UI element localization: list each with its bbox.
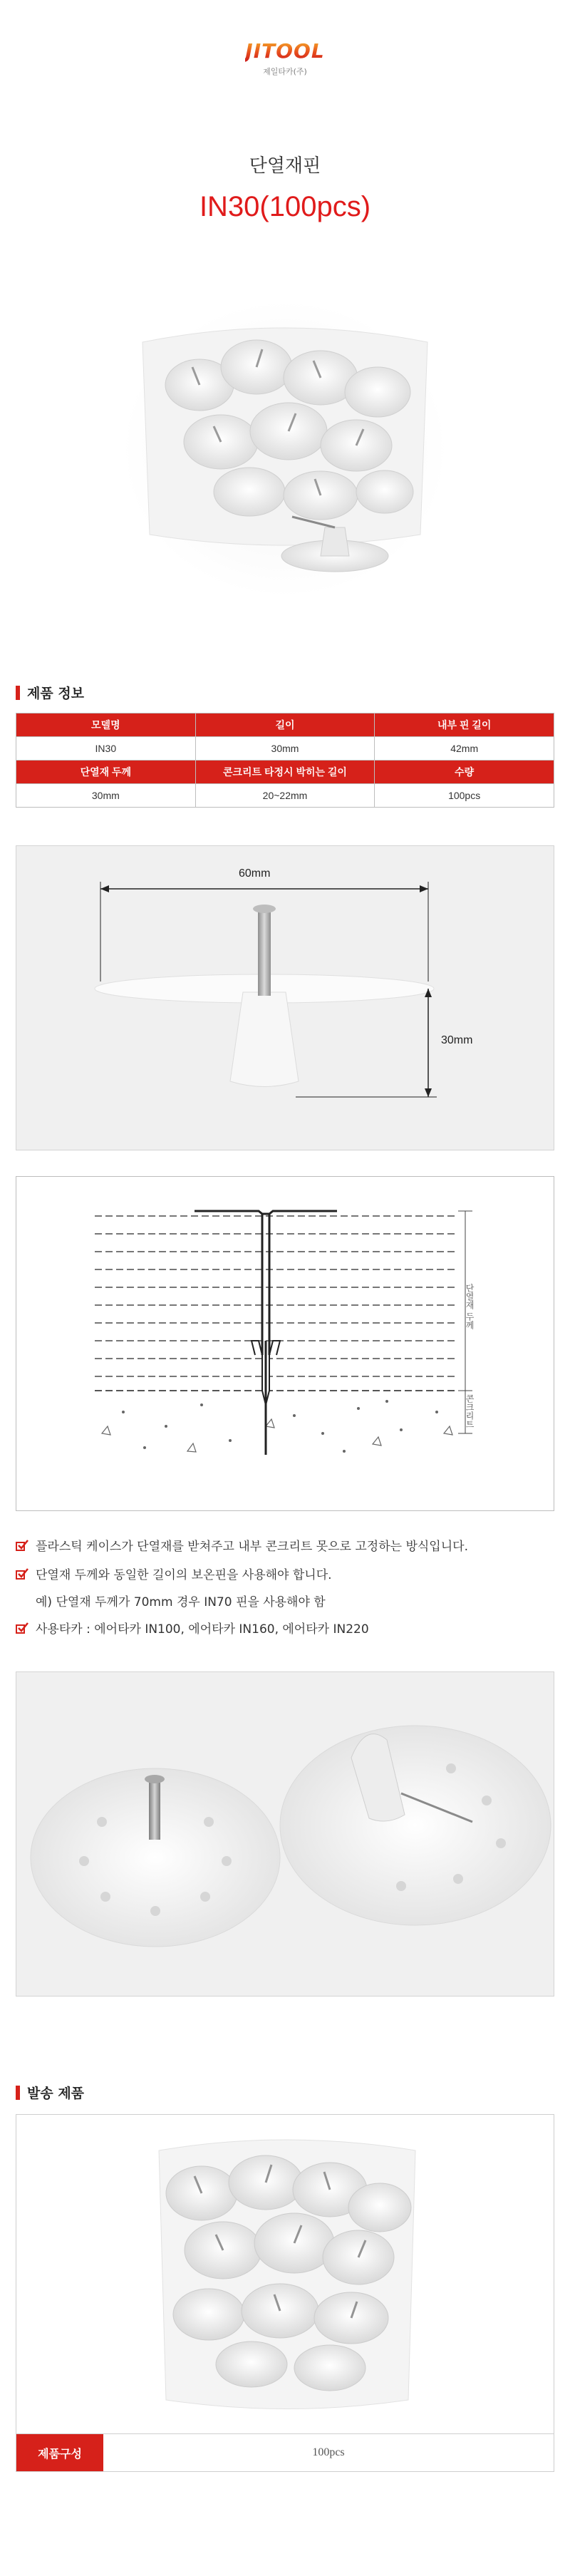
shipping-heading-text: 발송 제품 [27,2086,85,2101]
note-text: 예) 단열재 두께가 70mm 경우 IN70 핀을 사용해야 함 [36,1595,326,1609]
note-item [16,1619,369,1637]
note-text: 플라스틱 케이스가 단열재를 받쳐주고 내부 콘크리트 못으로 고정하는 방식입니다. [36,1540,468,1554]
table-cell: 42mm [375,737,554,761]
dimension-label-height: 30mm [441,1034,473,1046]
brand-logo [0,39,570,77]
table-row [16,737,554,761]
composition-value: 100pcs [312,2446,345,2458]
model-title: IN30(100pcs) [199,191,371,222]
check-icon [16,1622,28,1634]
insulation-thickness-label: 단열재 두께 [465,1284,475,1329]
insulation-layer-drawing [16,1177,555,1512]
shipping-bag-illustration [16,2115,555,2434]
table-header-cell: 단열재 두께 [16,761,196,784]
table-cell: 30mm [16,784,196,808]
table-cell: 30mm [195,737,375,761]
installation-diagram [16,1176,554,1511]
table-header-cell: 수량 [375,761,554,784]
pins-bag-illustration [121,299,449,599]
table-header-cell: 콘크리트 타정시 박히는 길이 [195,761,375,784]
table-row [16,784,554,808]
table-header-cell: 내부 핀 길이 [375,713,554,737]
table-cell: IN30 [16,737,196,761]
shipping-photo [16,2114,554,2433]
closeup-photo [16,1671,554,1997]
concrete-label: 콘크리트 [465,1394,475,1428]
dimension-figure [16,845,554,1150]
shipping-heading [16,2083,84,2102]
pin-dimension-drawing [16,846,555,1151]
note-text: 사용타카 : 에어타카 IN100, 에어타카 IN160, 에어타카 IN220 [36,1622,369,1637]
table-cell: 100pcs [375,784,554,808]
spec-heading-text: 제품 정보 [27,686,85,701]
table-header-cell: 모델명 [16,713,196,737]
check-icon [16,1567,28,1580]
composition-label: 제품구성 [16,2434,103,2471]
note-text: 단열재 두께와 동일한 길이의 보온핀을 사용해야 합니다. [36,1568,332,1582]
spec-heading [16,683,84,702]
note-example [36,1592,326,1609]
logo-wordmark: JITOOL [245,39,325,63]
heading-marker [16,686,20,700]
company-name: 제일타카(주) [263,67,307,76]
product-photo-bag [121,299,449,599]
note-item [16,1565,332,1582]
shipping-composition-row [16,2433,554,2472]
heading-marker [16,2086,20,2100]
note-item [16,1536,468,1554]
table-header-cell: 길이 [195,713,375,737]
table-row [16,761,554,784]
spec-table [16,713,554,808]
pin-closeup-illustration [16,1672,555,1997]
dimension-label-diameter: 60mm [239,867,271,880]
check-icon [16,1539,28,1552]
table-row [16,713,554,737]
table-cell: 20~22mm [195,784,375,808]
product-name: 단열재핀 [249,155,321,177]
